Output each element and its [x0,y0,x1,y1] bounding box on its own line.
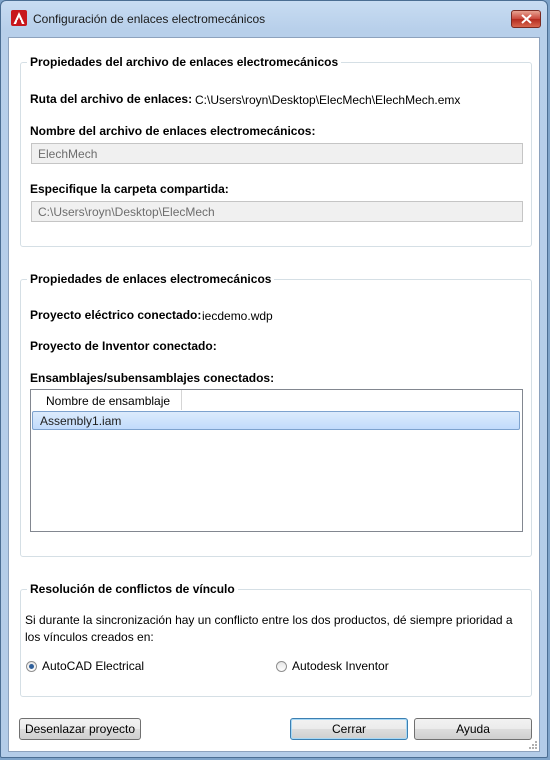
radio-unselected-icon [276,661,287,672]
unlink-project-button[interactable]: Desenlazar proyecto [19,718,141,740]
shared-folder-label: Especifique la carpeta compartida: [30,182,229,196]
link-file-path-value: C:\Users\royn\Desktop\ElecMech\ElechMech.emx [195,93,461,107]
connected-assemblies-label: Ensamblajes/subensamblajes conectados: [30,371,275,385]
dialog-content [8,37,540,752]
conflict-resolution-title: Resolución de conflictos de vínculo [27,582,238,596]
shared-folder-field[interactable] [31,201,523,222]
electrical-project-label: Proyecto eléctrico conectado: [30,308,202,322]
file-properties-title: Propiedades del archivo de enlaces electromecánicos [27,55,341,69]
radio-selected-icon [26,661,37,672]
radio-autocad-electrical[interactable] [26,659,144,673]
title-bar[interactable] [1,1,549,37]
column-header-label: Nombre de ensamblaje [46,394,171,408]
link-properties-title: Propiedades de enlaces electromecánicos [27,272,274,286]
close-icon [521,14,532,24]
list-item[interactable] [32,411,520,430]
radio-inventor-label: Autodesk Inventor [292,659,389,673]
resize-grip-icon[interactable] [527,739,537,749]
close-button[interactable]: Cerrar [290,718,408,740]
assembly-name-column-header[interactable] [31,390,182,410]
electrical-project-value: iecdemo.wdp [202,309,273,323]
link-file-path-label: Ruta del archivo de enlaces: [30,92,193,106]
autocad-logo-icon [11,10,27,26]
link-file-name-label: Nombre del archivo de enlaces electromecánicos: [30,124,316,138]
assembly-name: Assembly1.iam [40,414,122,428]
window-title: Configuración de enlaces electromecánicos [33,12,266,26]
radio-autocad-label: AutoCAD Electrical [42,659,145,673]
inventor-project-label: Proyecto de Inventor conectado: [30,339,217,353]
link-file-name-field[interactable] [31,143,523,164]
conflict-description-line1: Si durante la sincronización hay un conflicto entre los dos productos, dé siempre prioridad a [25,613,513,627]
radio-autodesk-inventor[interactable] [276,659,389,673]
help-button[interactable]: Ayuda [414,718,532,740]
assemblies-list[interactable] [30,389,523,532]
conflict-description-line2: los vínculos creados en: [25,630,154,644]
close-window-button[interactable] [511,10,541,28]
